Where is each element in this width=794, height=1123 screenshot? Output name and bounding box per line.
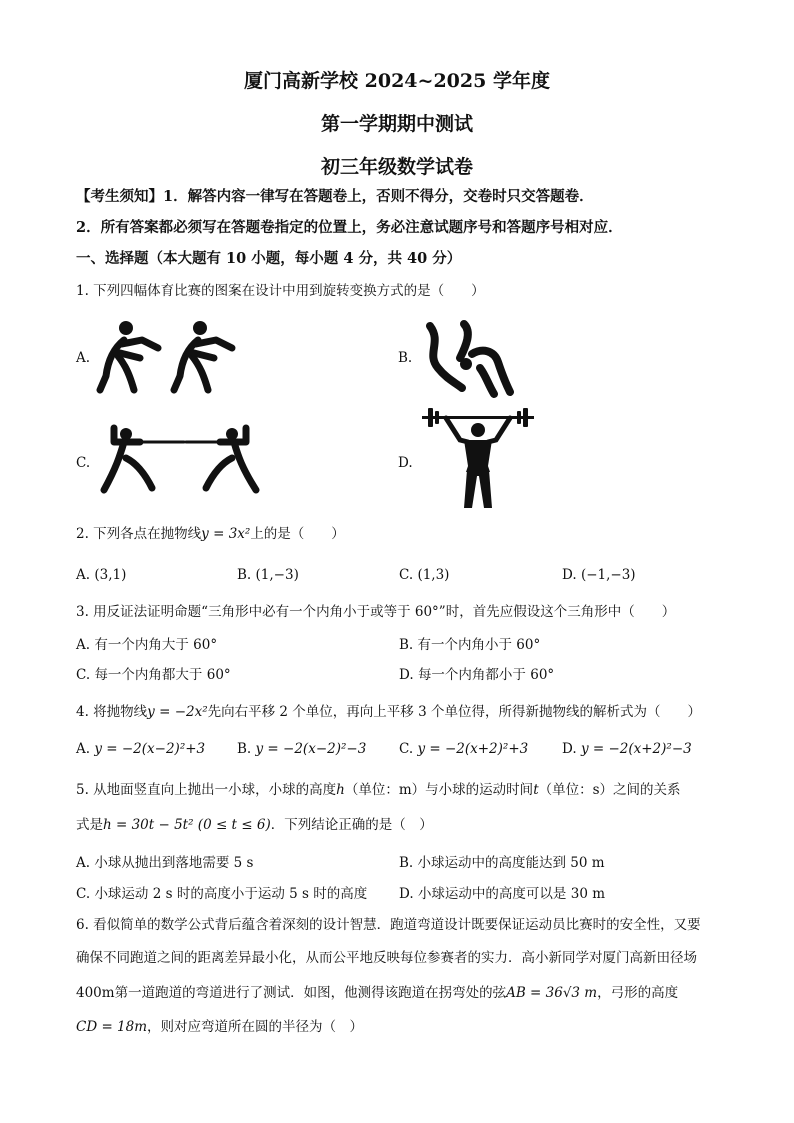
option-value: 有一个内角大于 60° bbox=[94, 637, 218, 653]
q5-option-d bbox=[399, 888, 605, 902]
q1-option-c-label: C. bbox=[76, 455, 91, 471]
option-value: 小球从抛出到落地需要 5 s bbox=[94, 855, 254, 871]
q6-text-b: 第一道跑道的弯道进行了测试．如图，他测得该跑道在拐弯处的弦 bbox=[114, 985, 507, 1001]
q6-height-formula: CD = 18m bbox=[76, 1019, 148, 1035]
q3-option-c bbox=[76, 669, 231, 683]
option-value: y = −2(x−2)²−3 bbox=[255, 741, 367, 757]
q5-text-e: ．下列结论正确的是（ ） bbox=[270, 817, 433, 833]
option-label: D. bbox=[562, 741, 577, 757]
q6-text-f: ，则对应弯道所在圆的半径为（ ） bbox=[147, 1019, 364, 1035]
option-value: 小球运动 2 s 时的高度小于运动 5 s 时的高度 bbox=[94, 886, 368, 902]
option-label: C. bbox=[399, 741, 414, 757]
q2-option-d bbox=[562, 569, 636, 583]
option-value: 有一个内角小于 60° bbox=[417, 637, 541, 653]
q3-option-d bbox=[399, 669, 554, 683]
option-label: B. bbox=[399, 637, 414, 653]
option-label: D. bbox=[399, 886, 414, 902]
q6-line-3 bbox=[76, 987, 678, 1001]
q5-formula: h = 30t − 5t² (0 ≤ t ≤ 6) bbox=[103, 817, 271, 833]
option-label: A. bbox=[76, 637, 91, 653]
notice-line-1: 【考生须知】1．解答内容一律写在答题卷上，否则不得分，交卷时只交答题卷． bbox=[76, 188, 594, 205]
option-label: A. bbox=[76, 567, 91, 583]
option-value: 小球运动中的高度可以是 30 m bbox=[417, 886, 605, 902]
option-value: 小球运动中的高度能达到 50 m bbox=[417, 855, 605, 871]
pictogram-fencing-c bbox=[100, 424, 260, 496]
option-value: (3,1) bbox=[94, 567, 127, 583]
option-label: D. bbox=[399, 667, 414, 683]
q3-option-b bbox=[399, 639, 540, 653]
q5-text-c: （单位：s）之间的关系 bbox=[538, 782, 681, 798]
q4-option-b bbox=[237, 743, 366, 757]
q5-option-a bbox=[76, 857, 253, 871]
section-1-title: 一、选择题（本大题有 10 小题，每小题 4 分，共 40 分） bbox=[76, 250, 462, 267]
q3-stem: 3. 用反证法证明命题“三角形中必有一个内角小于或等于 60°”时，首先应假设这个三角形中（ ） bbox=[76, 604, 676, 620]
option-label: A. bbox=[76, 855, 91, 871]
q1-option-a-label: A. bbox=[76, 350, 91, 366]
q4-stem-part-a: 4. 将抛物线 bbox=[76, 704, 148, 720]
option-label: C. bbox=[399, 567, 414, 583]
option-label: A. bbox=[76, 741, 91, 757]
q1-option-b-label: B. bbox=[398, 350, 413, 366]
q5-option-b bbox=[399, 857, 605, 871]
option-value: y = −2(x+2)²−3 bbox=[580, 741, 692, 757]
q1-option-d-label: D. bbox=[398, 455, 413, 471]
q4-option-a bbox=[76, 743, 205, 757]
option-value: 每一个内角都小于 60° bbox=[417, 667, 555, 683]
pictogram-weightlifter-d bbox=[422, 408, 534, 512]
q6-line-4 bbox=[76, 1021, 363, 1035]
q2-formula: y = 3x² bbox=[201, 526, 251, 542]
option-value: (1,−3) bbox=[255, 567, 299, 583]
pictogram-judo-b bbox=[424, 318, 516, 400]
option-label: D. bbox=[562, 567, 577, 583]
q5-line-2 bbox=[76, 819, 433, 833]
option-value: (1,3) bbox=[417, 567, 450, 583]
q5-text-b: （单位：m）与小球的运动时间 bbox=[344, 782, 534, 798]
q2-option-c bbox=[399, 569, 449, 583]
option-label: C. bbox=[76, 886, 91, 902]
exam-title-school: 厦门高新学校 2024~2025 学年度 bbox=[244, 70, 550, 92]
q5-var-h: h bbox=[336, 782, 345, 798]
q3-option-a bbox=[76, 639, 217, 653]
q6-chord-formula: AB = 36√3 m bbox=[506, 985, 598, 1001]
q4-option-d bbox=[562, 743, 692, 757]
q2-option-b bbox=[237, 569, 299, 583]
exam-title-term: 第一学期期中测试 bbox=[320, 113, 473, 135]
q5-text-d: 式是 bbox=[76, 817, 103, 833]
q2-stem bbox=[76, 528, 345, 542]
q5-var-t: t bbox=[533, 782, 539, 798]
option-value: (−1,−3) bbox=[580, 567, 636, 583]
q4-stem bbox=[76, 706, 701, 720]
exam-title-subject: 初三年级数学试卷 bbox=[320, 156, 473, 178]
option-value: y = −2(x+2)²+3 bbox=[417, 741, 529, 757]
q5-line-1 bbox=[76, 784, 681, 798]
notice-line-2: 2．所有答案都必须写在答题卷指定的位置上，务必注意试题序号和答题序号相对应． bbox=[76, 219, 623, 236]
option-label: B. bbox=[237, 567, 252, 583]
q6-line-1: 6. 看似简单的数学公式背后蕴含着深刻的设计智慧．跑道弯道设计既要保证运动员比赛时的安全性，又要 bbox=[76, 917, 701, 933]
option-label: B. bbox=[399, 855, 414, 871]
option-value: y = −2(x−2)²+3 bbox=[94, 741, 206, 757]
option-label: B. bbox=[237, 741, 252, 757]
q2-stem-part-a: 2. 下列各点在抛物线 bbox=[76, 526, 202, 542]
option-value: 每一个内角都大于 60° bbox=[94, 667, 231, 683]
q1-stem: 1. 下列四幅体育比赛的图案在设计中用到旋转变换方式的是（ ） bbox=[76, 283, 485, 299]
q5-text-a: 5. 从地面竖直向上抛出一小球，小球的高度 bbox=[76, 782, 337, 798]
q6-track-length: 400m bbox=[76, 985, 115, 1001]
q6-line-2: 确保不同跑道之间的距离差异最小化，从而公平地反映每位参赛者的实力．高小新同学对厦门高新田径场 bbox=[76, 950, 697, 966]
q2-option-a bbox=[76, 569, 126, 583]
q4-formula: y = −2x² bbox=[147, 704, 208, 720]
q5-option-c bbox=[76, 888, 367, 902]
option-label: C. bbox=[76, 667, 91, 683]
q2-stem-part-b: 上的是（ ） bbox=[250, 526, 345, 542]
q4-option-c bbox=[399, 743, 528, 757]
q4-stem-part-b: 先向右平移 2 个单位，再向上平移 3 个单位得，所得新抛物线的解析式为（ ） bbox=[207, 704, 701, 720]
pictogram-wrestling-a bbox=[96, 318, 236, 396]
q6-text-d: ，弓形的高度 bbox=[597, 985, 679, 1001]
